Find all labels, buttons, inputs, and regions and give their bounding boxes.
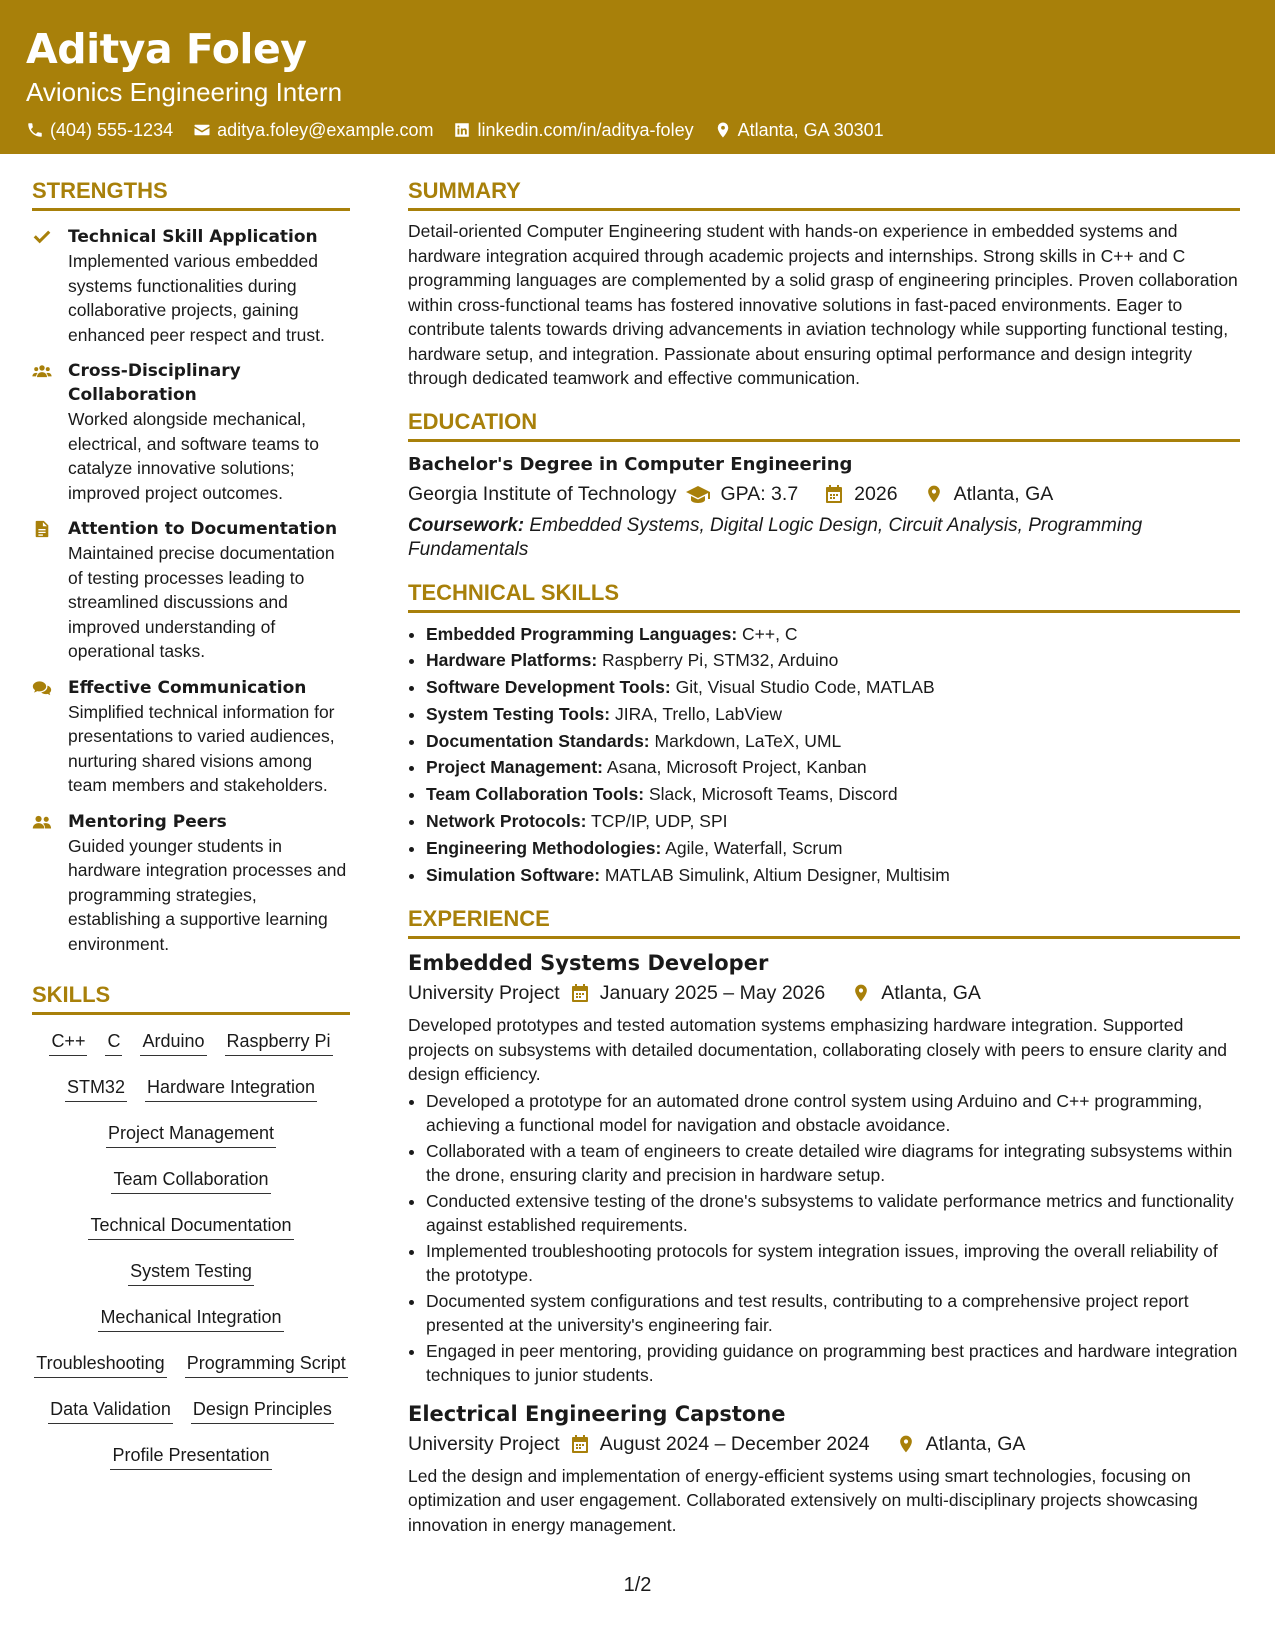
list-item — [426, 647, 1240, 674]
location-text: Atlanta, GA 30301 — [737, 120, 884, 140]
skill-tag: Profile Presentation — [110, 1443, 271, 1470]
skill-category: Hardware Platforms: — [426, 650, 598, 671]
page-number: 1/2 — [623, 1574, 652, 1596]
skill-values: Raspberry Pi, STM32, Arduino — [602, 650, 839, 671]
skill-category: Simulation Software: — [426, 864, 601, 885]
contact-linkedin[interactable] — [453, 118, 693, 142]
strength-title: Effective Communication — [68, 677, 307, 698]
summary-text: Detail-oriented Computer Engineering student with hands-on experience in embedded systems and hardware integration acquired through academic projects and internships. Strong skills in C++ and C programming languages are complemented by a solid grasp of engineering principles. Proven collaboration within cross-functional teams has fostered innovative solutions in fast-paced environments. Eager to contribute talents towards driving advancements in aviation technology while supporting functional testing, hardware setup, and integration. Passionate about ensuring optimal performance and design integrity through dedicated teamwork and effective communication. — [408, 221, 1238, 388]
phone-icon — [26, 121, 44, 139]
list-item: • Documented system configurations and test results, contributing to a comprehensive project report presented at the university's engineering fair. — [426, 1289, 1240, 1338]
skill-tag: Arduino — [140, 1029, 206, 1056]
strength-item — [32, 517, 350, 664]
skill-values: C++, C — [742, 623, 798, 644]
list-item — [426, 808, 1240, 835]
coursework-label: Coursework: — [408, 514, 525, 536]
candidate-title: Avionics Engineering Intern — [26, 77, 343, 107]
skill-values: MATLAB Simulink, Altium Designer, Multisim — [604, 864, 950, 885]
skill-category: Software Development Tools: — [426, 677, 671, 698]
list-item — [426, 621, 1240, 648]
strength-item — [32, 359, 350, 505]
gpa-text: GPA: 3.7 — [720, 482, 799, 505]
mail-icon — [193, 121, 211, 139]
strength-title: Technical Skill Application — [68, 227, 318, 247]
skill-category: Engineering Methodologies: — [426, 837, 662, 858]
job-org: University Project — [408, 982, 560, 1005]
graduation-cap-icon — [686, 484, 710, 504]
skill-tag: Team Collaboration — [111, 1167, 270, 1194]
job-meta — [408, 1430, 1240, 1458]
location-pin-icon — [851, 983, 871, 1003]
skill-tag: Technical Documentation — [88, 1213, 293, 1240]
contact-location — [714, 118, 884, 142]
skill-tag: Data Validation — [48, 1397, 173, 1424]
summary-heading: SUMMARY — [408, 178, 1240, 211]
job-location: Atlanta, GA — [925, 1432, 1026, 1455]
job-meta — [408, 979, 1240, 1007]
email-text[interactable]: aditya.foley@example.com — [217, 120, 434, 140]
coursework-list: Embedded Systems, Digital Logic Design, Circuit Analysis, Programming Fundamentals — [408, 514, 1143, 560]
strength-title: Mentoring Peers — [68, 811, 227, 832]
skill-tag: C — [105, 1029, 122, 1056]
skill-values: Markdown, LaTeX, UML — [654, 730, 842, 751]
document-icon — [32, 520, 52, 538]
skill-tag: Design Principles — [191, 1397, 334, 1424]
skill-tag: Programming Script — [185, 1351, 348, 1378]
strength-desc: Guided younger students in hardware integration processes and programming strategies, establishing a supportive learning environment. — [68, 835, 347, 954]
job-title: Electrical Engineering Capstone — [408, 1401, 786, 1426]
skill-tag: Raspberry Pi — [225, 1029, 333, 1056]
skill-values: Agile, Waterfall, Scrum — [665, 837, 843, 858]
list-item: • Implemented troubleshooting protocols for system integration issues, improving the overall reliability of the prototype. — [426, 1239, 1240, 1288]
strength-desc: Simplified technical information for presentations to varied audiences, nurturing shared visions among team members and stakeholders. — [68, 701, 335, 795]
contact-row — [26, 118, 1249, 142]
strength-title: Attention to Documentation — [68, 519, 338, 539]
strengths-heading: STRENGTHS — [32, 178, 350, 211]
strength-desc: Implemented various embedded systems functionalities during collaborative projects, gaining enhanced peer respect and trust. — [68, 251, 325, 345]
skill-values: Git, Visual Studio Code, MATLAB — [675, 677, 935, 698]
skill-values: Asana, Microsoft Project, Kanban — [606, 757, 867, 778]
linkedin-text[interactable]: linkedin.com/in/aditya-foley — [477, 120, 694, 140]
list-item — [426, 701, 1240, 728]
job-org: University Project — [408, 1432, 560, 1455]
location-pin-icon — [924, 484, 944, 504]
skill-tag: Hardware Integration — [145, 1075, 317, 1102]
job-entry — [408, 949, 1240, 1388]
skills-tag-list — [32, 1029, 350, 1489]
skill-values: TCP/IP, UDP, SPI — [591, 811, 728, 832]
school-name: Georgia Institute of Technology — [408, 482, 677, 505]
skill-values: JIRA, Trello, LabView — [614, 703, 782, 724]
education-section — [408, 409, 1240, 562]
list-item — [426, 728, 1240, 755]
contact-email[interactable] — [193, 118, 433, 142]
technical-skills-heading: TECHNICAL SKILLS — [408, 580, 1240, 613]
list-item — [426, 754, 1240, 781]
candidate-name: Aditya Foley — [26, 25, 307, 73]
strength-item — [32, 810, 350, 957]
skill-values: Slack, Microsoft Teams, Discord — [648, 784, 898, 805]
user-pair-icon — [32, 813, 52, 831]
job-description: Developed prototypes and tested automation systems emphasizing hardware integration. Supported projects on subsystems with detailed documentation, collaborating closely with peers to ensure clarity and design efficiency. — [408, 1015, 1228, 1085]
list-item — [426, 781, 1240, 808]
list-item: • Collaborated with a team of engineers to create detailed wire diagrams for integrating subsystems within the drone, ensuring clarity and precision in hardware setup. — [426, 1139, 1240, 1188]
calendar-icon — [824, 484, 844, 504]
calendar-icon — [570, 1434, 590, 1454]
technical-skills-section — [408, 580, 1240, 889]
experience-section — [408, 906, 1240, 1537]
calendar-icon — [570, 983, 590, 1003]
list-item: • Conducted extensive testing of the drone's subsystems to validate performance metrics and functionality against established requirements. — [426, 1189, 1240, 1238]
job-dates: August 2024 – December 2024 — [599, 1432, 870, 1455]
skills-heading: SKILLS — [32, 982, 350, 1015]
education-location: Atlanta, GA — [953, 482, 1054, 505]
graduation-year: 2026 — [854, 482, 898, 505]
strength-title: Cross-Disciplinary Collaboration — [68, 361, 241, 405]
technical-skills-list — [408, 621, 1240, 889]
skill-category: Network Protocols: — [426, 811, 587, 832]
phone-text: (404) 555-1234 — [50, 120, 174, 140]
chat-bubbles-icon — [32, 679, 52, 697]
skill-tag: System Testing — [128, 1259, 254, 1286]
left-column — [32, 178, 350, 1489]
skill-tag: STM32 — [65, 1075, 127, 1102]
list-item: • Developed a prototype for an automated drone control system using Arduino and C++ programming, achieving a functional model for navigation and obstacle avoidance. — [426, 1089, 1240, 1138]
job-bullets — [408, 1089, 1240, 1388]
strength-desc: Maintained precise documentation of testing processes leading to streamlined discussions and improved understanding of operational tasks. — [68, 543, 335, 661]
list-item — [426, 674, 1240, 701]
list-item: • Engaged in peer mentoring, providing guidance on programming best practices and hardware integration techniques to junior students. — [426, 1339, 1240, 1388]
skill-tag: C++ — [49, 1029, 87, 1056]
skill-category: Team Collaboration Tools: — [426, 784, 645, 805]
education-meta — [408, 480, 1240, 508]
job-title: Embedded Systems Developer — [408, 951, 769, 976]
linkedin-icon — [453, 121, 471, 139]
contact-phone — [26, 118, 173, 142]
skill-category: System Testing Tools: — [426, 703, 611, 724]
degree-title: Bachelor's Degree in Computer Engineering — [408, 453, 853, 475]
skill-tag: Mechanical Integration — [98, 1305, 283, 1332]
location-pin-icon — [896, 1434, 916, 1454]
coursework — [408, 514, 1240, 562]
job-entry — [408, 1400, 1240, 1538]
strength-desc: Worked alongside mechanical, electrical, and software teams to catalyze innovative solutions; improved project outcomes. — [68, 409, 319, 503]
strength-item — [32, 676, 350, 798]
right-column — [408, 178, 1240, 1537]
skill-category: Project Management: — [426, 757, 603, 778]
education-heading: EDUCATION — [408, 409, 1240, 442]
list-item — [426, 835, 1240, 862]
list-item — [426, 862, 1240, 889]
skill-tag: Troubleshooting — [34, 1351, 166, 1378]
people-group-icon — [32, 362, 52, 380]
job-dates: January 2025 – May 2026 — [599, 982, 826, 1005]
experience-heading: EXPERIENCE — [408, 906, 1240, 939]
strength-item — [32, 225, 350, 347]
job-description: Led the design and implementation of energy-efficient systems using smart technologies, focusing on optimization and user engagement. Collaborated extensively on multi-disciplinary projects showcasing innovation in energy management. — [408, 1465, 1198, 1535]
location-pin-icon — [714, 121, 732, 139]
skill-tag: Project Management — [106, 1121, 276, 1148]
checkmark-icon — [32, 228, 52, 246]
skill-category: Embedded Programming Languages: — [426, 623, 738, 644]
job-location: Atlanta, GA — [881, 982, 981, 1005]
skill-category: Documentation Standards: — [426, 730, 650, 751]
resume-header — [0, 0, 1275, 154]
